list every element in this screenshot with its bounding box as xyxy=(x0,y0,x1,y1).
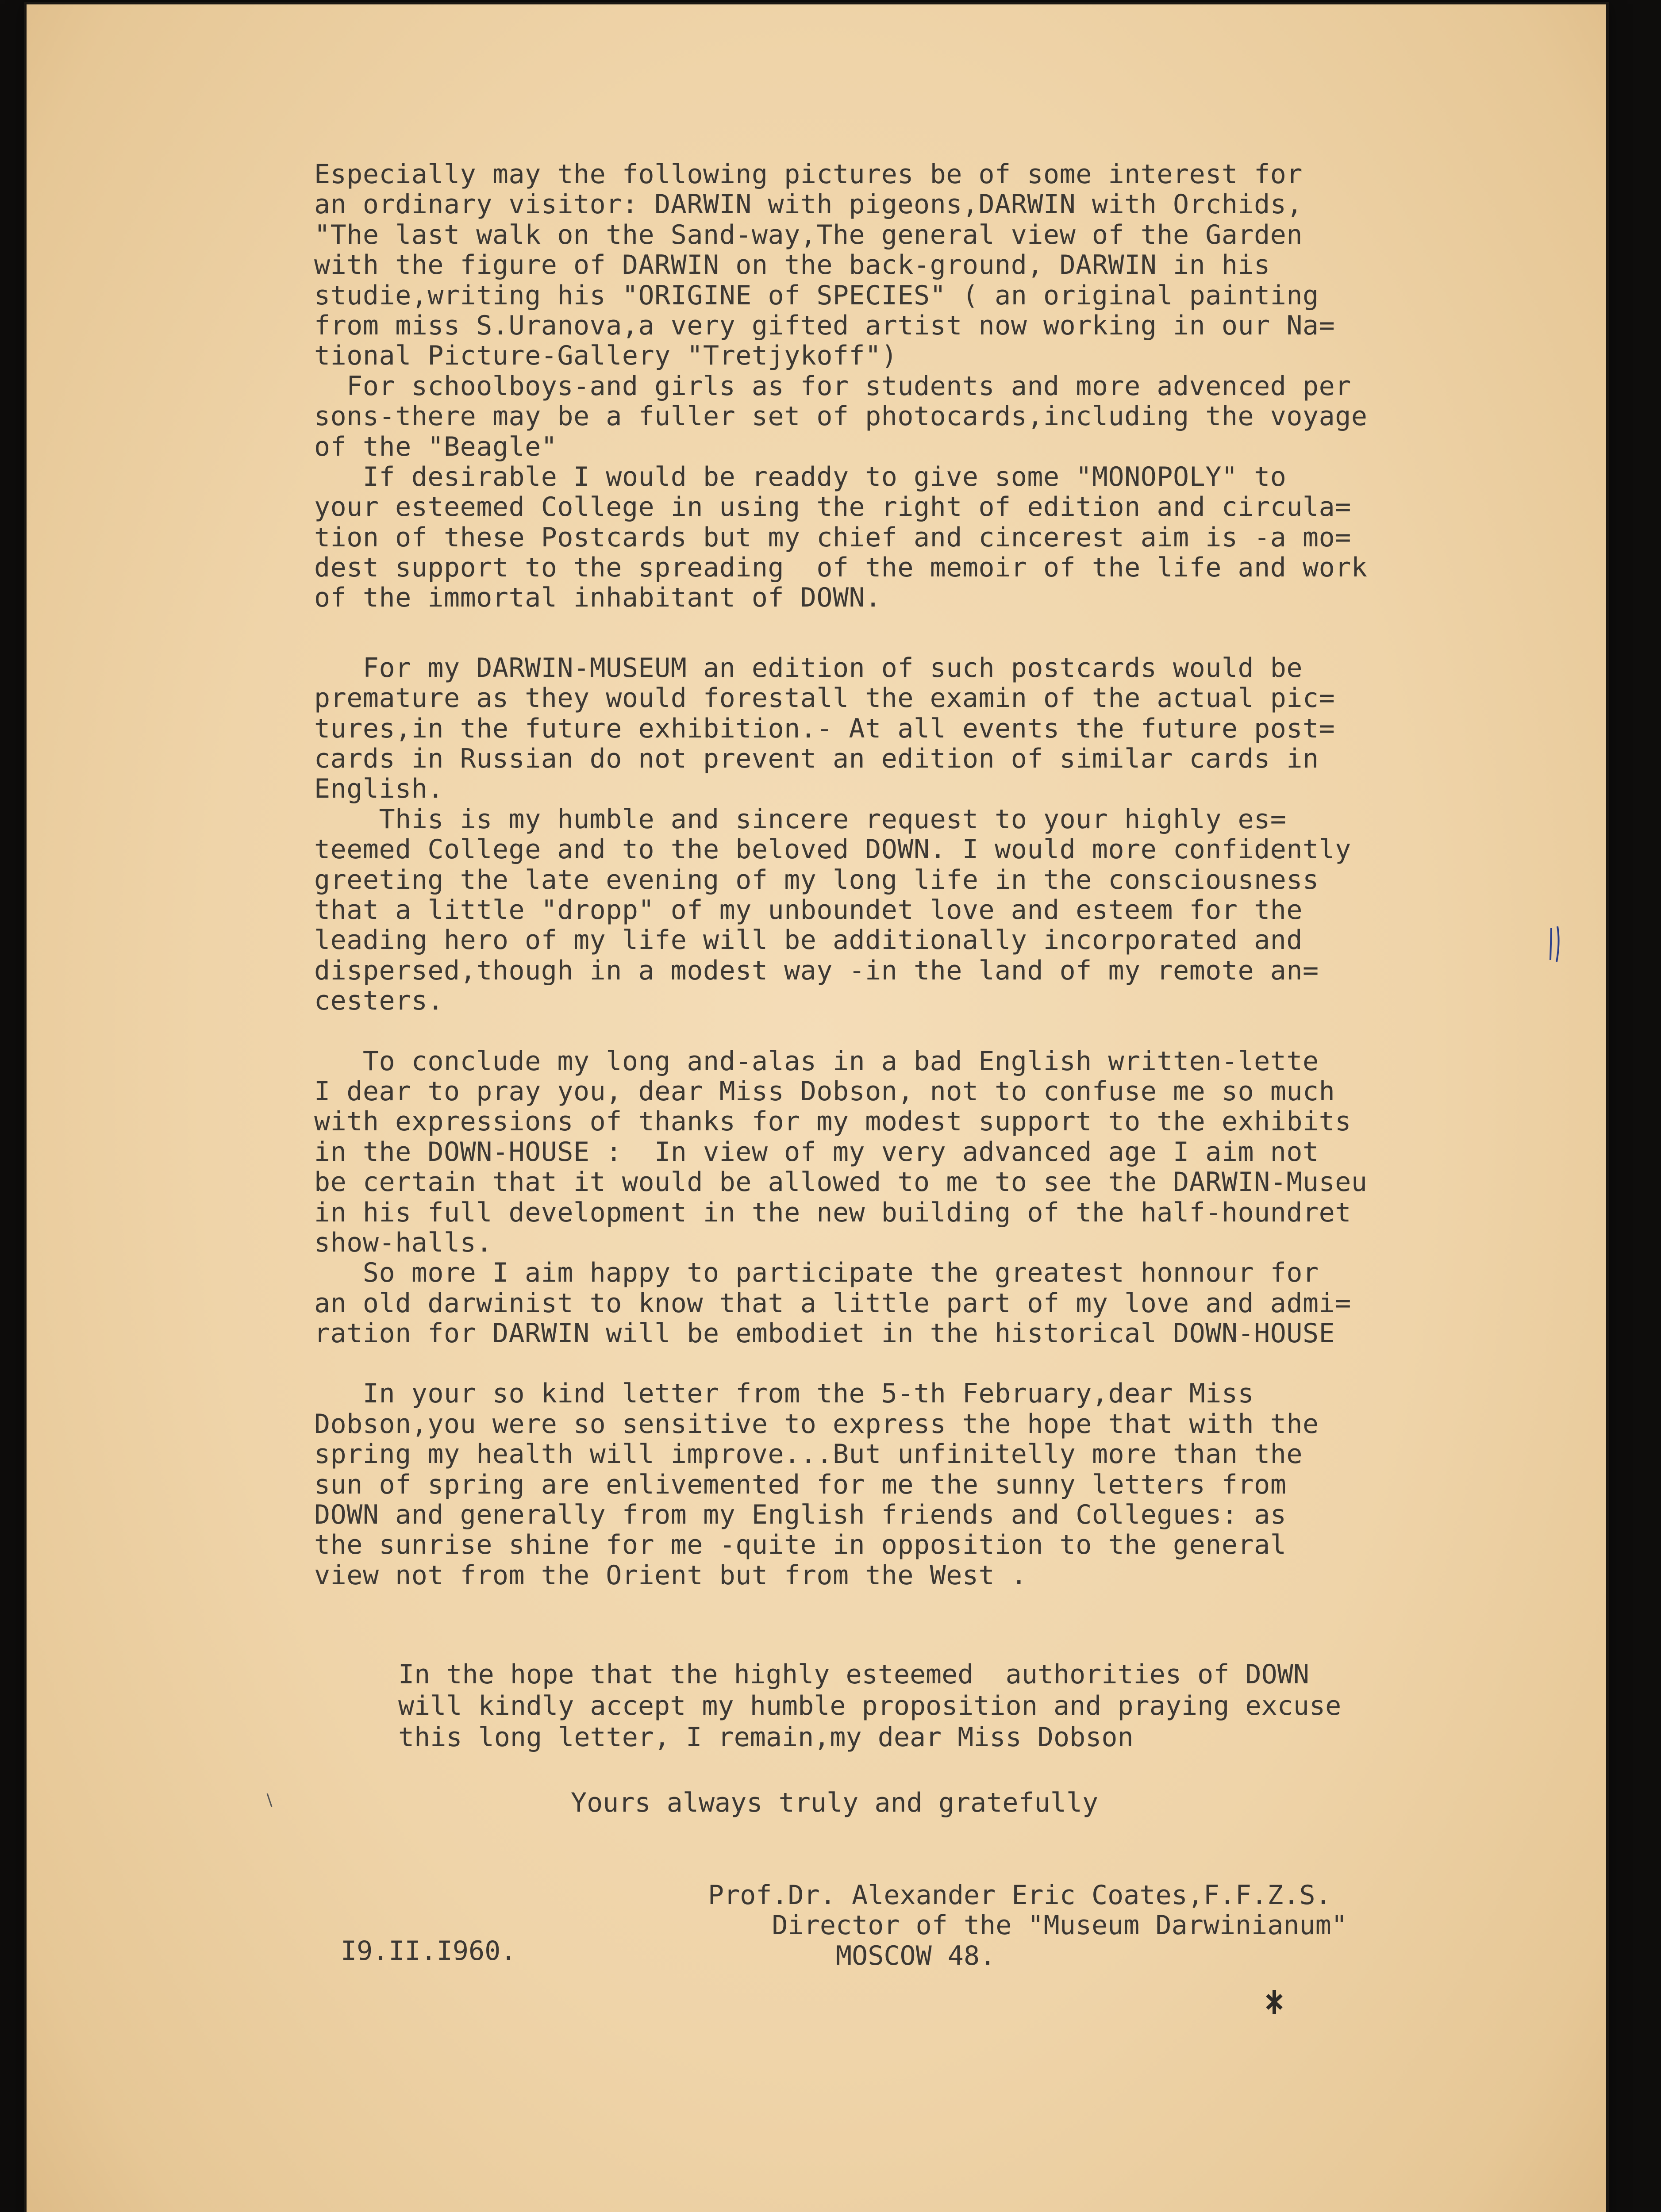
letter-line: Especially may the following pictures be of some interest for xyxy=(314,159,1303,190)
letter-line: view not from the Orient but from the West . xyxy=(314,1559,1027,1591)
paragraph-conclusion xyxy=(314,1046,1624,1349)
letter-line: For my DARWIN-MUSEUM an edition of such postcards would be xyxy=(314,652,1303,684)
letter-line: tion of these Postcards but my chief and cincerest aim is -a mo= xyxy=(314,522,1351,553)
closing-line: this long letter, I remain,my dear Miss Dobson xyxy=(398,1721,1134,1753)
margin-ink-mark-icon xyxy=(1549,925,1562,964)
letter-line: in his full development in the new building of the half-houndret xyxy=(314,1197,1351,1228)
letter-line: cards in Russian do not prevent an edition of similar cards in xyxy=(314,743,1319,775)
letter-line: tures,in the future exhibition.- At all events the future post= xyxy=(314,713,1335,744)
letter-line: sons-there may be a fuller set of photocards,including the voyage xyxy=(314,401,1368,432)
letter-line: dispersed,though in a modest way -in the land of my remote an= xyxy=(314,955,1319,986)
paragraph-spring xyxy=(314,1379,1624,1590)
letter-page xyxy=(27,4,1606,2212)
signature-line: MOSCOW 48. xyxy=(708,1940,996,1971)
letter-line: So more I aim happy to participate the greatest honnour for xyxy=(314,1257,1319,1289)
letter-line: This is my humble and sincere request to your highly es= xyxy=(314,803,1287,835)
signature-line: Prof.Dr. Alexander Eric Coates,F.F.Z.S. xyxy=(708,1880,1331,1911)
letter-line: from miss S.Uranova,a very gifted artist now working in our Na= xyxy=(314,310,1335,341)
letter-line: in the DOWN-HOUSE : In view of my very advanced age I aim not xyxy=(314,1136,1319,1167)
valediction: Yours always truly and gratefully xyxy=(571,1787,1099,1818)
letter-line: an old darwinist to know that a little part of my love and admi= xyxy=(314,1287,1351,1319)
letter-line: For schoolboys-and girls as for students and more advenced per xyxy=(314,370,1351,402)
letter-line: I dear to pray you, dear Miss Dobson, not to confuse me so much xyxy=(314,1075,1335,1107)
letter-line: DOWN and generally from my English friends and Collegues: as xyxy=(314,1499,1287,1531)
letter-line: ration for DARWIN will be embodiet in the historical DOWN-HOUSE xyxy=(314,1318,1335,1349)
letter-line: premature as they would forestall the examin of the actual pic= xyxy=(314,683,1335,714)
letter-line: your esteemed College in using the right of edition and circula= xyxy=(314,492,1351,523)
letter-line: English. xyxy=(314,773,444,805)
letter-date: I9.II.I960. xyxy=(341,1936,517,1966)
signature-block xyxy=(708,1880,1347,1971)
letter-line: with expressions of thanks for my modest support to the exhibits xyxy=(314,1106,1351,1137)
letter-line: dest support to the spreading of the memoir of the life and work xyxy=(314,552,1368,584)
letter-line: with the figure of DARWIN on the back-ground, DARWIN in his xyxy=(314,250,1270,281)
letter-line: cesters. xyxy=(314,985,444,1017)
letter-body xyxy=(314,159,1624,1590)
letter-line: be certain that it would be allowed to me to see the DARWIN-Museu xyxy=(314,1167,1368,1198)
letter-line: Dobson,you were so sensitive to express the hope that with the xyxy=(314,1408,1319,1440)
letter-line: leading hero of my life will be additionally incorporated and xyxy=(314,925,1303,956)
closing-line: In the hope that the highly esteemed authorities of DOWN xyxy=(398,1659,1310,1690)
letter-line: the sunrise shine for me -quite in opposition to the general xyxy=(314,1529,1287,1561)
letter-line: studie,writing his "ORIGINE of SPECIES" ( an original painting xyxy=(314,280,1319,311)
paragraph-pictures xyxy=(314,159,1624,613)
letter-line: spring my health will improve...But unfinitelly more than the xyxy=(314,1439,1303,1470)
letter-line: sun of spring are enlivemented for me the sunny letters from xyxy=(314,1469,1287,1500)
letter-line: of the immortal inhabitant of DOWN. xyxy=(314,582,881,614)
letter-line: teemed College and to the beloved DOWN. I would more confidently xyxy=(314,834,1351,865)
letter-line: greeting the late evening of my long life in the consciousness xyxy=(314,864,1319,895)
margin-note xyxy=(1544,964,1545,965)
letter-line: If desirable I would be readdy to give some "MONOPOLY" to xyxy=(314,461,1287,492)
signature-line: Director of the "Museum Darwinianum" xyxy=(708,1910,1347,1941)
letter-line: of the "Beagle" xyxy=(314,431,558,462)
letter-line: To conclude my long and-alas in a bad English written-lette xyxy=(314,1045,1319,1077)
closing-paragraph xyxy=(398,1659,1341,1753)
closing-line: will kindly accept my humble proposition and praying excuse xyxy=(398,1690,1342,1721)
letter-line: show-halls. xyxy=(314,1227,492,1258)
letter-line: "The last walk on the Sand-way,The general view of the Garden xyxy=(314,219,1303,250)
letter-line: an ordinary visitor: DARWIN with pigeons,DARWIN with Orchids, xyxy=(314,189,1303,220)
letter-line: tional Picture-Gallery "Tretjykoff") xyxy=(314,340,898,372)
ink-blot-icon xyxy=(1261,1986,1288,2017)
pencil-tick-icon xyxy=(265,1792,274,1809)
letter-line: In your so kind letter from the 5-th February,dear Miss xyxy=(314,1378,1254,1409)
letter-line: that a little "dropp" of my unboundet love and esteem for the xyxy=(314,894,1303,926)
paragraph-museum xyxy=(314,653,1624,1016)
